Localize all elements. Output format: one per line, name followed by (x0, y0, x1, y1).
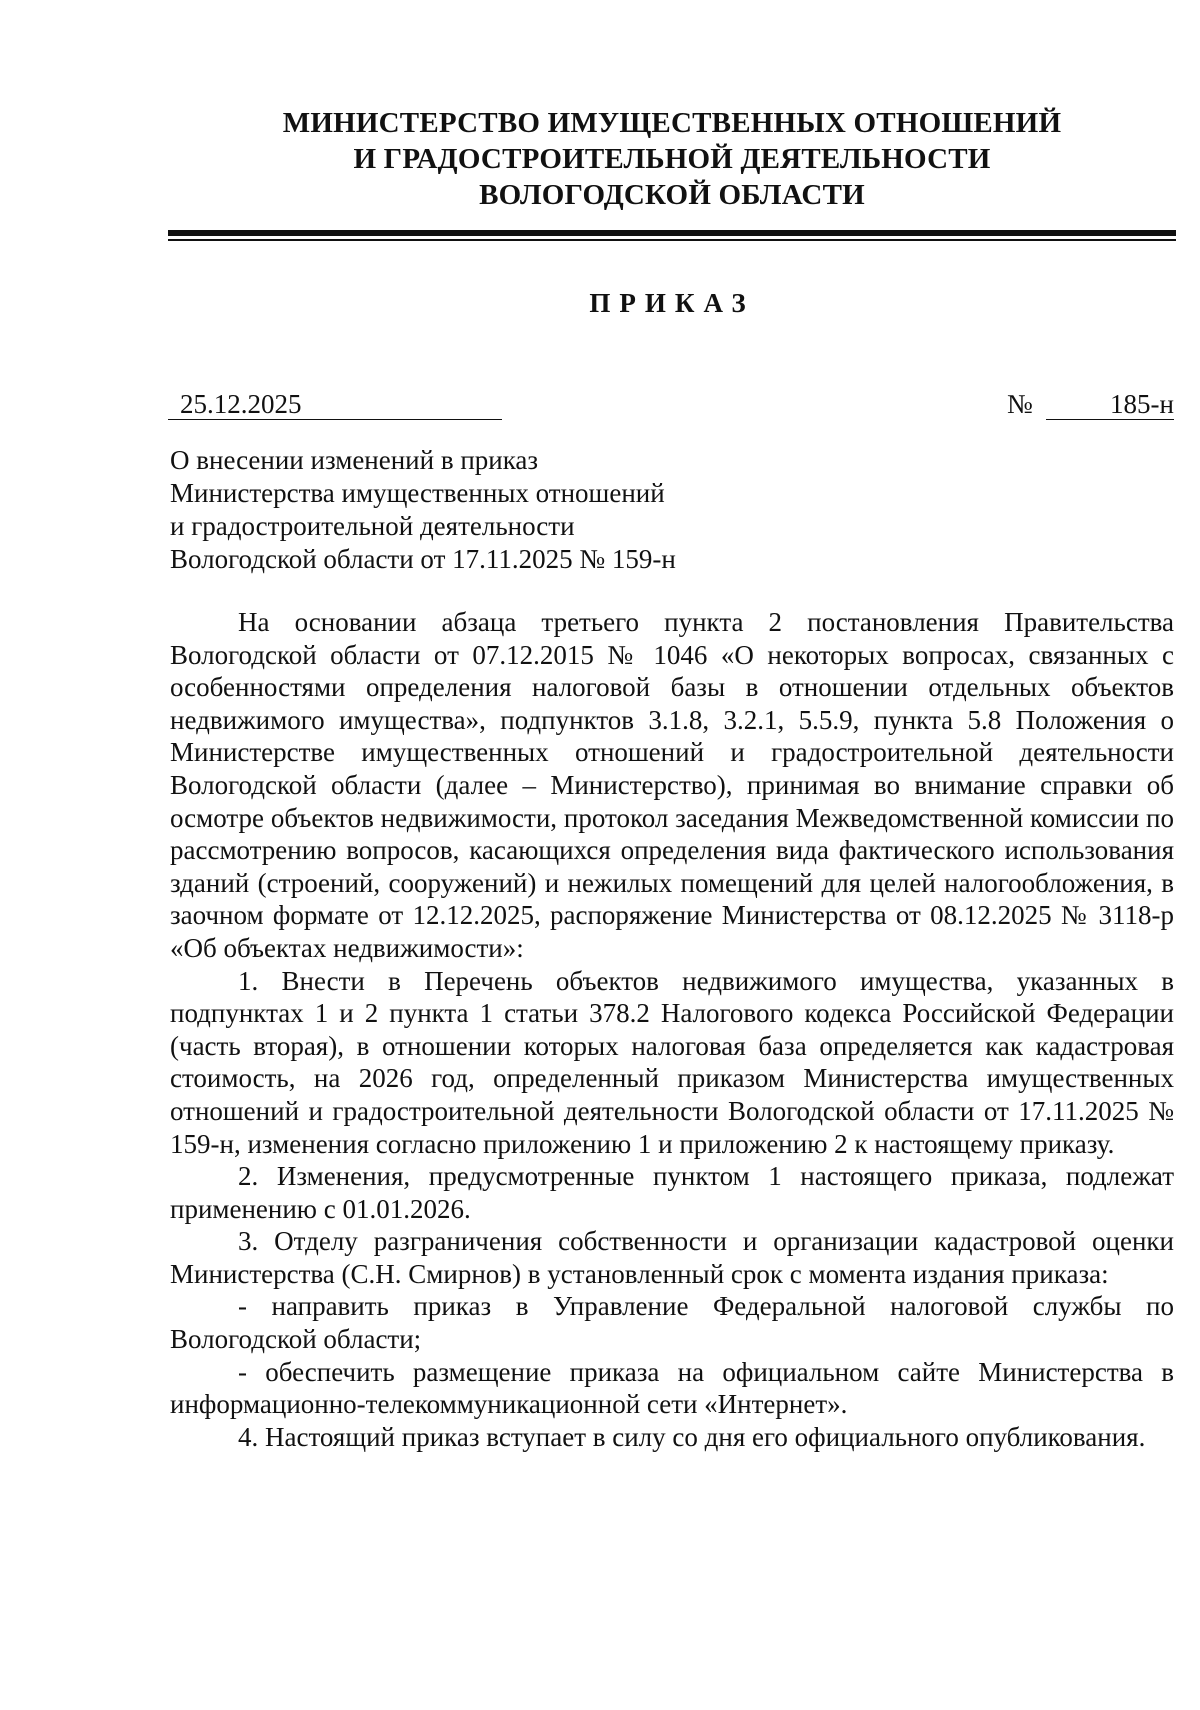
subject-line: Вологодской области от 17.11.2025 № 159-н (170, 544, 676, 574)
ministry-header (168, 105, 1176, 213)
header-divider-thin (168, 239, 1176, 241)
clause-4-paragraph: 4. Настоящий приказ вступает в силу со дня его официального опубликования. (238, 1421, 1146, 1452)
document-type-title: ПРИКАЗ (589, 288, 755, 318)
ministry-name-line-2: И ГРАДОСТРОИТЕЛЬНОЙ ДЕЯТЕЛЬНОСТИ (353, 143, 991, 175)
header-divider-thick (168, 230, 1176, 236)
clause-2-paragraph: 2. Изменения, предусмотренные пунктом 1 настоящего приказа, подлежат применению с 01.01.2026. (170, 1161, 1174, 1224)
order-body (170, 606, 1174, 1453)
ministry-name-line-3: ВОЛОГОДСКОЙ ОБЛАСТИ (479, 179, 865, 211)
preamble-paragraph: На основании абзаца третьего пункта 2 постановления Правительства Вологодской области от 07.12.2015 № 1046 «О некоторых вопросах, связанных с особенностями определения налоговой базы в отношении отдельных объектов недвижимого имущества», подпунктов 3.1.8, 3.2.1, 5.5.9, пункта 5.8 Положения о Министерстве имущественных отношений и градостроительной деятельности Вологодской области (далее – Министерство), принимая во внимание справки об осмотре объектов недвижимости, протокол заседания Межведомственной комиссии по рассмотрению вопросов, касающихся определения вида фактического использования зданий (строений, сооружений) и нежилых помещений для целей налогообложения, в заочном формате от 12.12.2025, распоряжение Министерства от 08.12.2025 № 3118-р «Об объектах недвижимости»: (170, 607, 1174, 963)
clause-1-paragraph: 1. Внести в Перечень объектов недвижимого имущества, указанных в подпунктах 1 и 2 пункта 1 статьи 378.2 Налогового кодекса Российской Федерации (часть вторая), в отношении которых налоговая база определяется как кадастровая стоимость, на 2026 год, определенный приказом Министерства имущественных отношений и градостроительной деятельности Вологодской области от 17.11.2025 № 159-н, изменения согласно приложению 1 и приложению 2 к настоящему приказу. (170, 965, 1174, 1159)
order-subject (170, 444, 870, 576)
clause-3-paragraph: 3. Отделу разграничения собственности и организации кадастровой оценки Министерства (С.Н. Смирнов) в установленный срок с момента издания приказа: (170, 1226, 1174, 1289)
subject-line: Министерства имущественных отношений (170, 478, 665, 508)
ministry-name-line-1: МИНИСТЕРСТВО ИМУЩЕСТВЕННЫХ ОТНОШЕНИЙ (282, 107, 1062, 139)
subject-line: и градостроительной деятельности (170, 511, 575, 541)
subject-line: О внесении изменений в приказ (170, 445, 539, 475)
order-date: 25.12.2025 (168, 388, 502, 420)
number-sign: № (1007, 389, 1033, 419)
order-number: 185-н (1046, 388, 1174, 420)
clause-3-item-1: - направить приказ в Управление Федеральной налоговой службы по Вологодской области; (170, 1291, 1174, 1355)
clause-3-item-2: - обеспечить размещение приказа на официальном сайте Министерства в информационно-телекоммуникационной сети «Интернет». (170, 1356, 1174, 1420)
